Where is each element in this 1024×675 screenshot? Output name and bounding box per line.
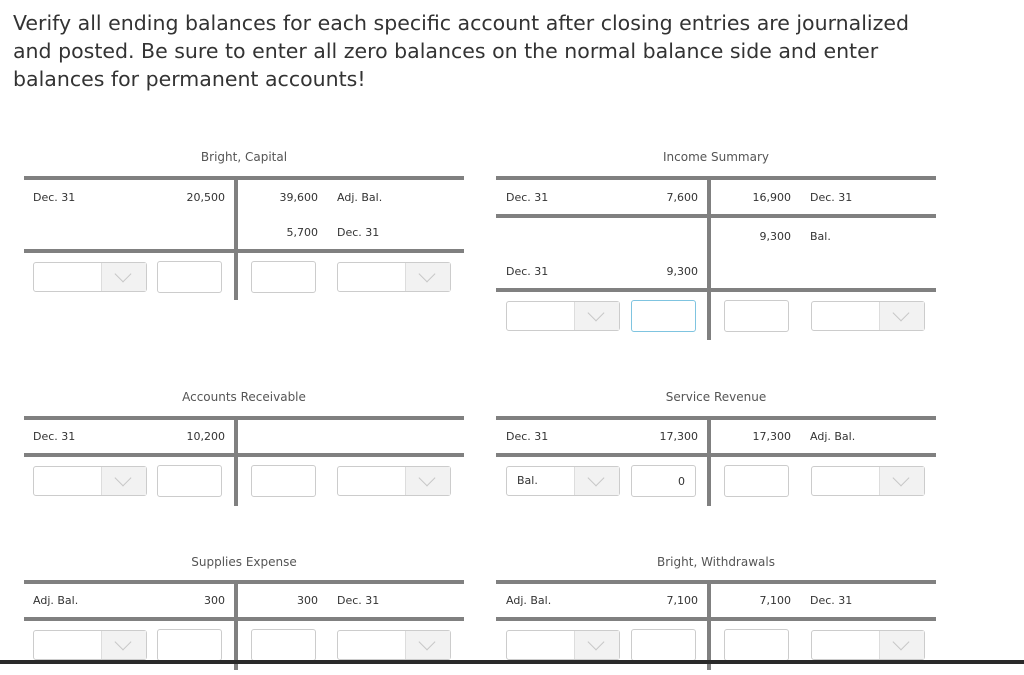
credit-label-select[interactable] [337,630,451,660]
divider [496,453,936,457]
credit-amount-input[interactable] [724,465,789,497]
credit-label-select[interactable] [811,466,925,496]
debit-amount-input[interactable] [631,629,696,661]
debit-label: Dec. 31 [33,430,76,443]
account-title: Income Summary [663,150,769,164]
debit-amount: 7,600 [666,191,698,204]
selected-value: Bal. [517,474,538,487]
divider [24,249,464,253]
debit-amount-input[interactable] [631,300,696,332]
credit-label: Dec. 31 [337,594,380,607]
chevron-down-icon [405,631,450,659]
credit-amount: 5,700 [286,226,318,239]
debit-label-select[interactable] [506,301,620,331]
debit-label: Dec. 31 [506,191,549,204]
debit-amount: 20,500 [186,191,225,204]
t-account-accounts-receivable [24,390,464,510]
credit-amount-input[interactable] [724,629,789,661]
debit-label: Dec. 31 [506,265,549,278]
chevron-down-icon [574,302,619,330]
chevron-down-icon [405,467,450,495]
chevron-down-icon [879,631,924,659]
credit-amount: 7,100 [759,594,791,607]
debit-amount-input[interactable] [157,465,222,497]
divider [496,416,936,420]
debit-amount-input[interactable] [157,261,222,293]
credit-label-select[interactable] [337,262,451,292]
credit-amount: 17,300 [752,430,791,443]
debit-label-select[interactable] [506,630,620,660]
t-account-supplies-expense [24,555,464,675]
instructions: Verify all ending balances for each specific account after closing entries are journalized and posted. Be sure to enter all zero balances on the normal balance side and enter balances for permanent accounts! [13,11,909,91]
chevron-down-icon [405,263,450,291]
taskbar [0,660,1024,664]
debit-label: Dec. 31 [506,430,549,443]
credit-label: Adj. Bal. [810,430,856,443]
divider [496,214,936,218]
account-title: Bright, Withdrawals [657,555,775,569]
chevron-down-icon [879,302,924,330]
credit-label: Adj. Bal. [337,191,383,204]
divider [24,453,464,457]
debit-label-select[interactable] [33,630,147,660]
account-title: Bright, Capital [200,150,288,164]
account-title: Service Revenue [665,390,767,404]
debit-label: Dec. 31 [33,191,76,204]
credit-amount: 300 [297,594,318,607]
account-title: Accounts Receivable [182,390,306,404]
divider [496,176,936,180]
t-account-bright-capital [24,150,464,310]
credit-label: Dec. 31 [337,226,380,239]
credit-amount: 39,600 [279,191,318,204]
account-title: Supplies Expense [191,555,297,569]
chevron-down-icon [101,467,146,495]
credit-amount-input[interactable] [251,261,316,293]
credit-label: Dec. 31 [810,594,853,607]
credit-amount: 16,900 [752,191,791,204]
chevron-down-icon [101,631,146,659]
chevron-down-icon [879,467,924,495]
credit-label: Bal. [810,230,831,243]
divider [707,180,711,340]
chevron-down-icon [574,631,619,659]
divider [24,416,464,420]
debit-amount: 300 [204,594,225,607]
debit-amount: 7,100 [666,594,698,607]
divider [496,288,936,292]
credit-label-select[interactable] [811,630,925,660]
credit-label-select[interactable] [337,466,451,496]
debit-label-select[interactable] [33,466,147,496]
debit-amount: 9,300 [666,265,698,278]
divider [234,420,238,506]
credit-amount-input[interactable] [251,629,316,661]
debit-amount: 17,300 [659,430,698,443]
divider [24,580,464,584]
chevron-down-icon [101,263,146,291]
divider [496,580,936,584]
credit-amount-input[interactable] [251,465,316,497]
t-account-service-revenue [496,390,936,510]
credit-label-select[interactable] [811,301,925,331]
credit-amount: 9,300 [759,230,791,243]
t-account-bright-withdrawals [496,555,936,675]
debit-label: Adj. Bal. [506,594,552,607]
divider [24,176,464,180]
debit-label: Adj. Bal. [33,594,79,607]
debit-amount-input[interactable] [157,629,222,661]
debit-amount-input[interactable]: 0 [631,465,696,497]
debit-label-select[interactable] [506,466,620,496]
credit-label: Dec. 31 [810,191,853,204]
divider [24,617,464,621]
chevron-down-icon [574,467,619,495]
divider [496,617,936,621]
credit-amount-input[interactable] [724,300,789,332]
debit-label-select[interactable] [33,262,147,292]
t-account-income-summary [496,150,936,350]
debit-amount: 10,200 [186,430,225,443]
